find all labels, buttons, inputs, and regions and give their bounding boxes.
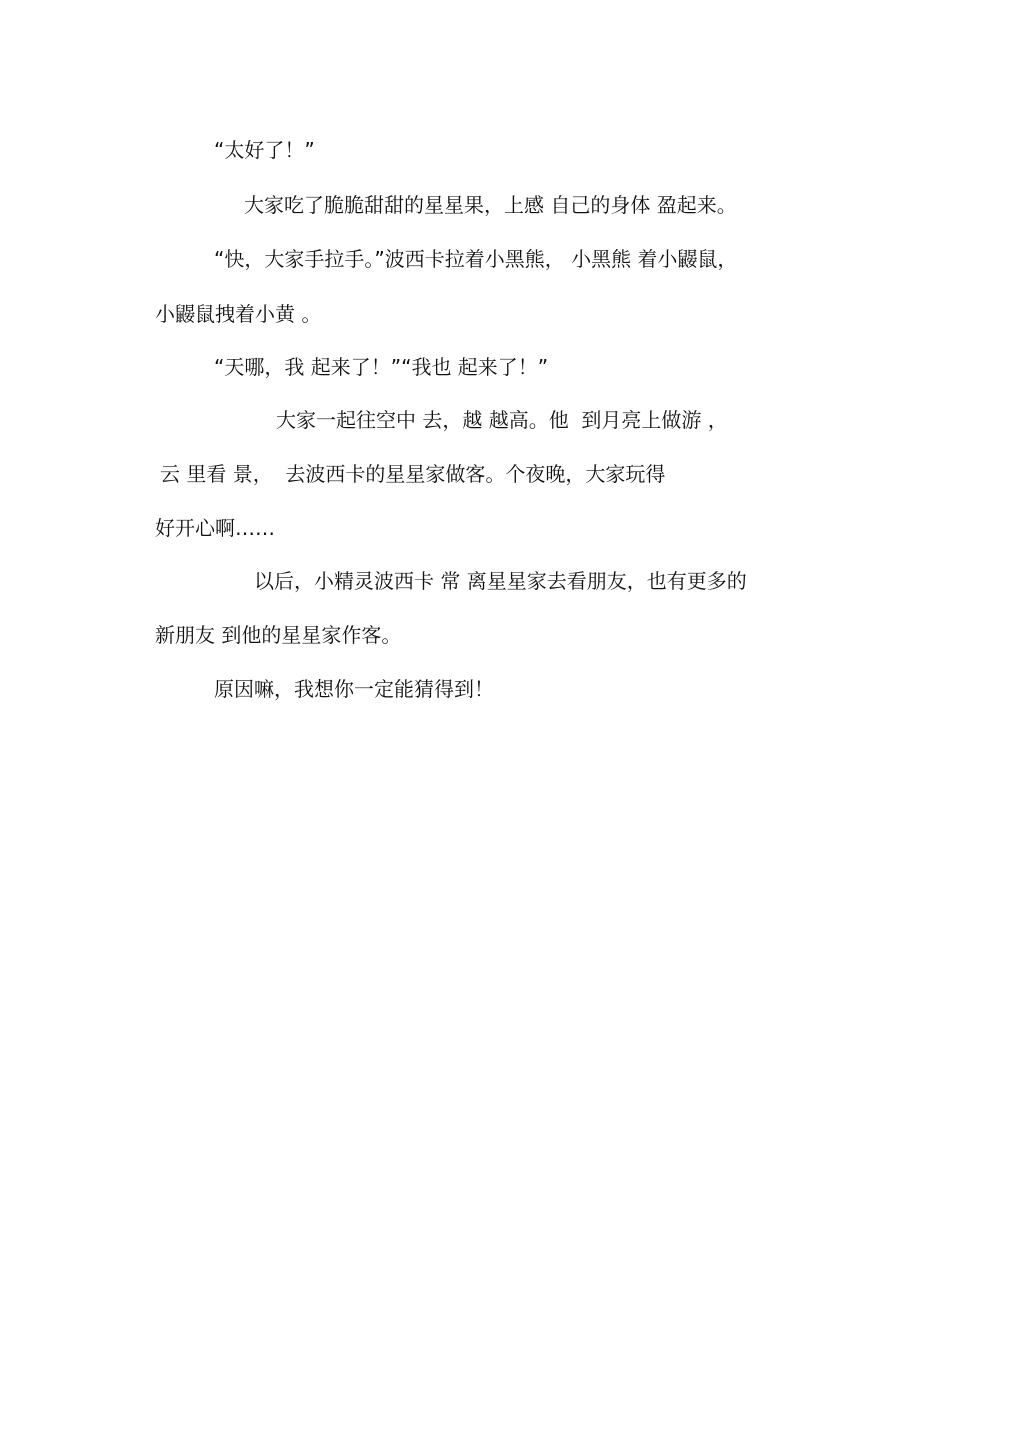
paragraph-line: 小鼹鼠拽着小黄 。 bbox=[155, 302, 322, 326]
paragraph-line: 云 里看 景， 去波西卡的星星家做客。个夜晚，大家玩得 bbox=[160, 462, 666, 486]
paragraph-line: “天哪，我 起来了！”“我也 起来了！” bbox=[214, 355, 549, 379]
paragraph-line: 好开心啊…… bbox=[155, 516, 275, 540]
paragraph-line: 大家吃了脆脆甜甜的星星果，上感 自己的身体 盈起来。 bbox=[244, 193, 737, 217]
paragraph-line: “太好了！” bbox=[214, 138, 315, 162]
paragraph-line: 新朋友 到他的星星家作客。 bbox=[155, 623, 402, 647]
paragraph-line: 原因嘛，我想你一定能猜得到！ bbox=[214, 677, 494, 701]
paragraph-line: 以后，小精灵波西卡 常 离星星家去看朋友，也有更多的 bbox=[254, 569, 747, 593]
paragraph-line: 大家一起往空中 去，越 越高。他 到月亮上做游 ， bbox=[276, 408, 728, 432]
paragraph-line: “快，大家手拉手。”波西卡拉着小黑熊， 小黑熊 着小鼹鼠， bbox=[214, 247, 738, 271]
